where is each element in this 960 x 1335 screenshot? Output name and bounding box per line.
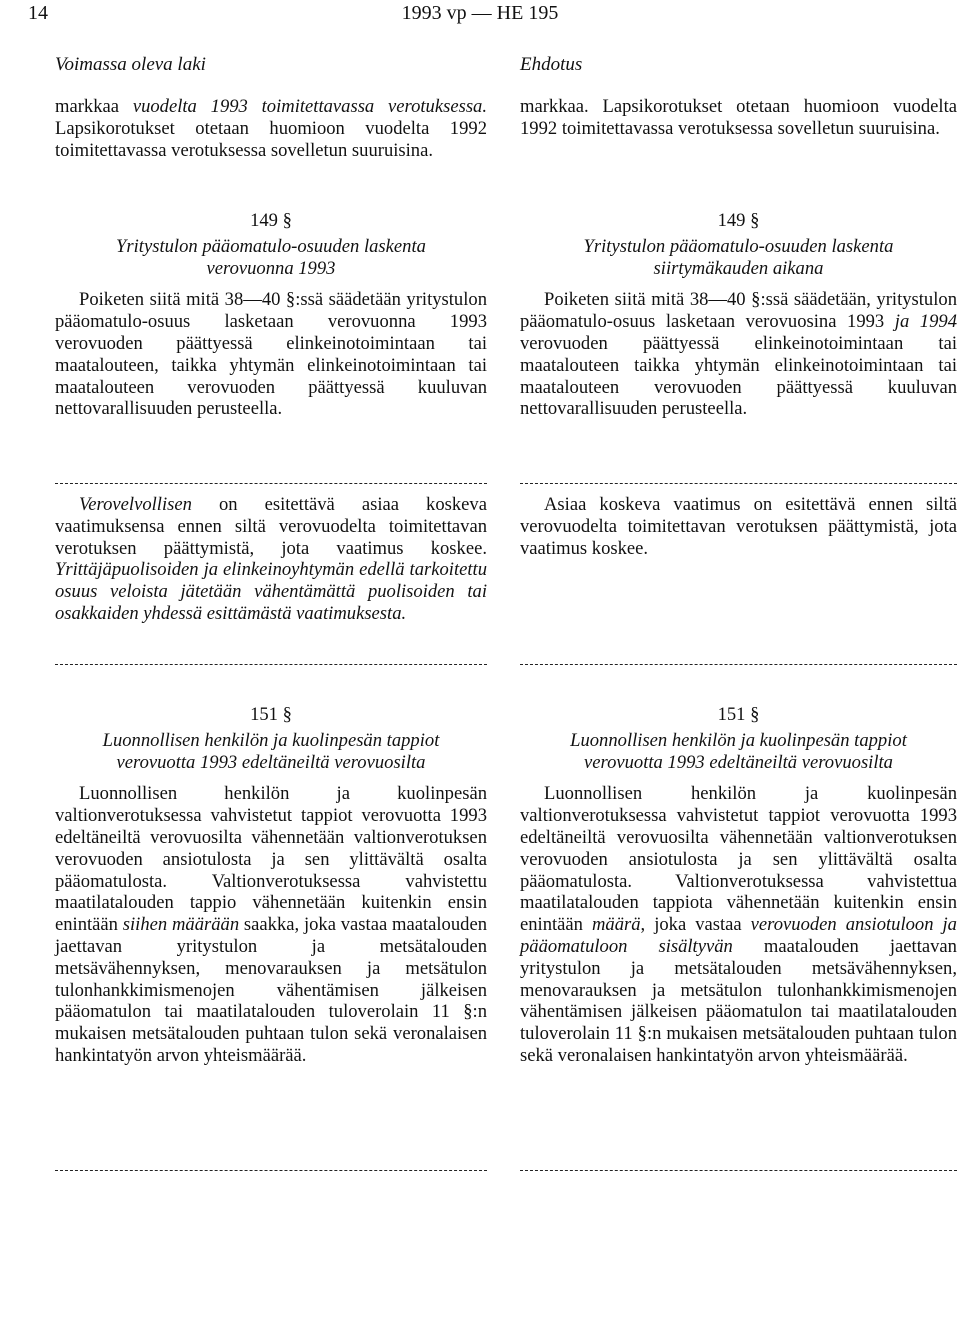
right-s151-text-c: , joka vastaa bbox=[640, 914, 751, 936]
right-s149-text-a: Poiketen siitä mitä 38—40 §:ssä säädetään, yritystulon pääomatulo-osuus lasketaan verovuosina 1993 bbox=[520, 289, 957, 333]
omission-line bbox=[55, 483, 487, 484]
left-s151-text-a: Luonnollisen henkilön ja kuolinpesän valtionverotuksessa vahvistetut tappiot verovuotta 1993 edeltäneiltä verovuosilta vähennetään valtionverotuksen verovuoden ansiotulosta ja sen ylittävältä osalta pääomatulosta. Valtionverotuksessa vahvistettu maatilatalouden tappio vähennetään kuitenkin ensin enintään bbox=[55, 783, 487, 936]
right-section-151 bbox=[520, 704, 957, 1067]
right-column-heading: Ehdotus bbox=[520, 54, 583, 75]
right-s149-paragraph-2 bbox=[520, 494, 957, 559]
left-s149-body: Poiketen siitä mitä 38—40 §:ssä säädetään yritystulon pääomatulo-osuus lasketaan verovuonna 1993 verovuoden päättyessä elinkeinotoimintaan tai maatalouteen, taikka yhtymän elinkeinotoimintaan tai maatalouteen verovuoden päättyessä kuuluvan nettovarallisuuden perusteella. bbox=[55, 289, 487, 420]
right-s149-title-2: siirtymäkauden aikana bbox=[653, 257, 824, 279]
left-s149-paragraph-2 bbox=[55, 494, 487, 625]
left-s151-italic: siihen määrään bbox=[122, 914, 240, 936]
right-section-149 bbox=[520, 210, 957, 420]
left-s151-title-2: verovuotta 1993 edeltäneiltä verovuosilta bbox=[116, 751, 426, 773]
page-number: 14 bbox=[28, 2, 48, 24]
left-section-151 bbox=[55, 704, 487, 1067]
right-s149-p2-text: Asiaa koskeva vaatimus on esitettävä ennen siltä verovuodelta toimitettavan verotuksen päättymistä, jota vaatimus koskee. bbox=[520, 494, 957, 559]
right-intro-text: markkaa. Lapsikorotukset otetaan huomioon vuodelta 1992 toimitettavassa verotuksessa sovelletun suuruisina. bbox=[520, 96, 957, 139]
left-s149-title-2: verovuonna 1993 bbox=[206, 257, 336, 279]
omission-line bbox=[55, 1170, 487, 1171]
right-s151-italic-d: verovuoden ansiotuloon ja pääomatuloon sisältyvän bbox=[520, 914, 957, 957]
left-s149-p2-italic-a: Verovelvollisen bbox=[79, 494, 192, 515]
omission-line bbox=[520, 1170, 957, 1171]
left-section-149 bbox=[55, 210, 487, 420]
right-s149-title-1: Yritystulon pääomatulo-osuuden laskenta bbox=[583, 235, 894, 257]
right-s151-text-e: maatalouden jaettavan yritystulon ja metsätalouden metsävähennyksen, menovarauksen ja metsätulon tulonhankkimismenojen vähentämisen jälkeisen pääomatulon tai maatilatalouden tuloverolain 11 §:n mukaisen metsätalouden puhtaan tulon sekä veronalaisen hankintatyön arvon yhteismäärää. bbox=[520, 935, 957, 1066]
right-s151-title-1: Luonnollisen henkilön ja kuolinpesän tappiot bbox=[570, 729, 907, 751]
left-s149-number: 149 § bbox=[250, 210, 292, 231]
right-s151-italic-b: määrä bbox=[591, 914, 641, 936]
left-column-heading: Voimassa oleva laki bbox=[55, 54, 206, 75]
right-s149-text-c: verovuoden päättyessä elinkeinotoimintaan tai maatalouteen taikka yhtymän elinkeinotoimintaan tai maatalouteen verovuoden päättyessä kuuluvan nettovarallisuuden perusteella. bbox=[520, 332, 957, 420]
left-s151-text-c: saakka, joka vastaa maatalouden jaettavan yritystulon ja metsätalouden metsävähennyksen, menovarauksen ja metsätulon tulonhankkimismenojen vähentämisen jälkeisen pääomatulon tai maatilatalouden tuloverolain 11 §:n mukaisen metsätalouden puhtaan tulon sekä veronalaisen hankintatyön arvon yhteismäärää. bbox=[55, 914, 487, 1066]
left-intro-text-1: markkaa bbox=[55, 96, 133, 117]
left-s149-p2-text: on esitettävä asiaa koskeva vaatimuksensa ennen siltä verovuodelta toimitettavan verotuksen päättymistä, jota vaatimus koskee. bbox=[55, 494, 487, 559]
right-s149-number: 149 § bbox=[717, 210, 760, 231]
right-s151-number: 151 § bbox=[717, 704, 760, 725]
right-intro bbox=[520, 96, 957, 140]
right-s151-text-a: Luonnollisen henkilön ja kuolinpesän valtionverotuksessa vahvistetut tappiot verovuotta 1993 edeltäneiltä verovuosilta vähennetään valtionverotuksen verovuoden ansiotulosta ja sen ylittävältä osalta pääomatulosta. Valtionverotuksessa vahvistettua maatilatalouden tappiota vähennetään kuitenkin ensin enintään bbox=[520, 783, 957, 936]
left-intro bbox=[55, 96, 487, 161]
right-s149-italic: ja 1994 bbox=[894, 311, 957, 333]
left-intro-italic: vuodelta 1993 toimitettavassa verotuksessa. bbox=[132, 96, 487, 117]
omission-line bbox=[520, 664, 957, 665]
left-s151-number: 151 § bbox=[250, 704, 292, 725]
right-s151-title-2: verovuotta 1993 edeltäneiltä verovuosilta bbox=[584, 751, 893, 773]
left-intro-text-2: Lapsikorotukset otetaan huomioon vuodelta 1992 toimitettavassa verotuksessa sovelletun suuruisina. bbox=[55, 117, 487, 161]
left-s151-title-1: Luonnollisen henkilön ja kuolinpesän tappiot bbox=[102, 729, 440, 751]
left-s149-title-1: Yritystulon pääomatulo-osuuden laskenta bbox=[116, 235, 426, 257]
omission-line bbox=[55, 664, 487, 665]
running-title: 1993 vp — HE 195 bbox=[401, 2, 559, 24]
left-s149-p2-italic-b: Yrittäjäpuolisoiden ja elinkeinoyhtymän edellä tarkoitettu osuus veloista jätetään vähentämättä puolisoiden tai osakkaiden yhdessä esittämästä vaatimuksesta. bbox=[55, 559, 487, 624]
omission-line bbox=[520, 483, 957, 484]
